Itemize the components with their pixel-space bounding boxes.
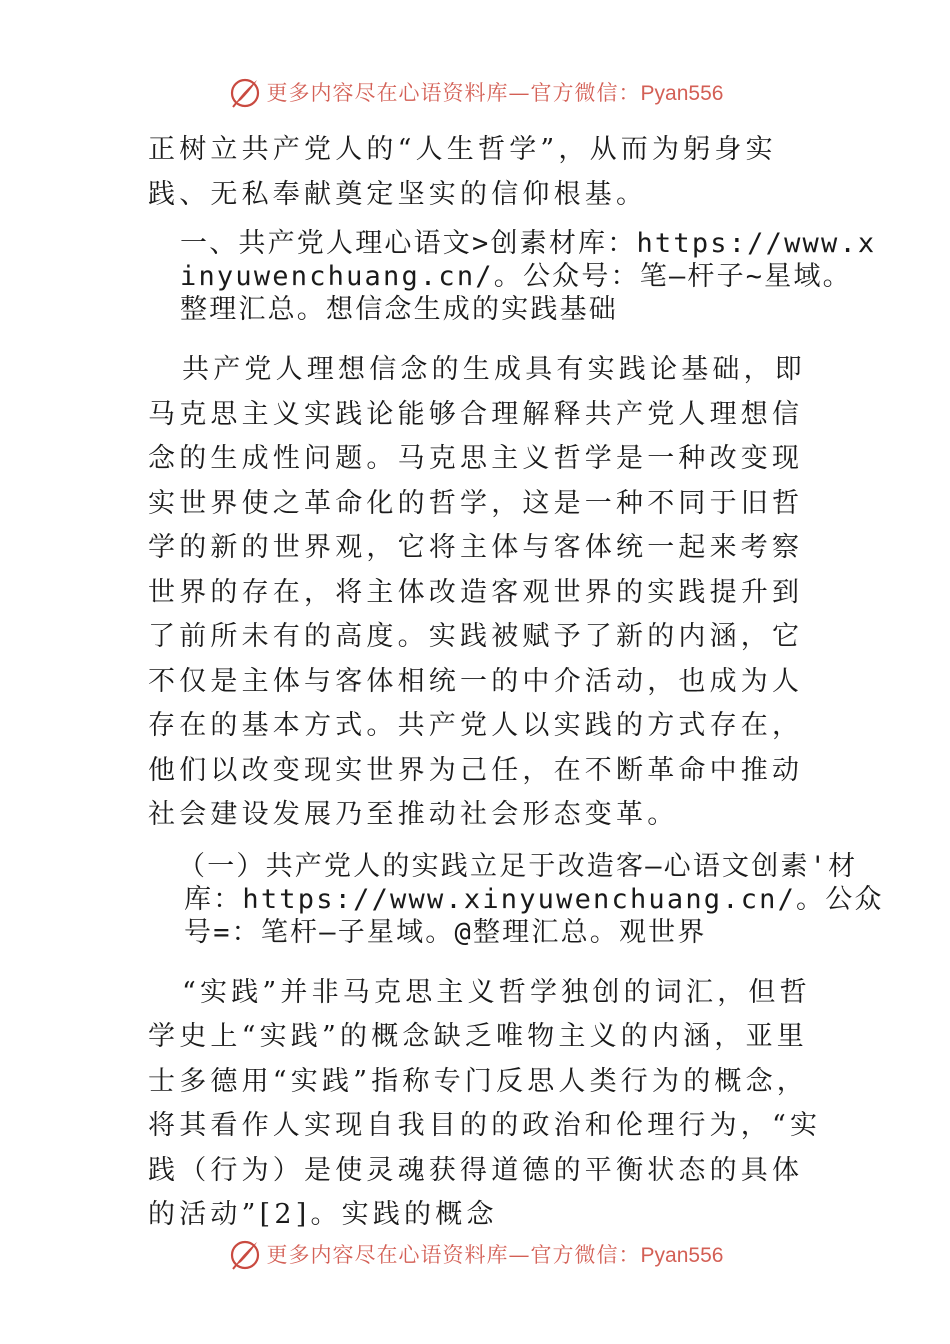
- paragraph-1: 共产党人理想信念的生成具有实践论基础，即马克思主义实践论能够合理解释共产党人理想信念的生成性问题。马克思主义哲学是一种改变现实世界使之革命化的哲学，这是一种不同于旧哲学的新的世界观，它将主体与客体统一起来考察世界的存在，将主体改造客观世界的实践提升到了前所未有的高度。实践被赋予了新的内涵，它不仅是主体与客体相统一的中介活动，也成为人存在的基本方式。共产党人以实践的方式存在，他们以改变现实世界为己任，在不断革命中推动社会建设发展乃至推动社会形态变革。: [148, 354, 806, 830]
- intro-paragraph: 正树立共产党人的“人生哲学”，从而为躬身实践、无私奉献奠定坚实的信仰根基。: [148, 134, 777, 210]
- footer-banner: [0, 1232, 950, 1276]
- quill-logo-icon: [227, 1236, 263, 1272]
- header-banner: [0, 70, 950, 114]
- quill-logo-icon: [227, 74, 263, 110]
- document-body: [148, 128, 884, 1238]
- banner-text: 更多内容尽在心语资料库—官方微信：Pyan556: [266, 81, 724, 105]
- section-heading-1: 一、共产党人理心语文>创素材库：https://www.xinyuwenchuang.cn/。公众号：笔—杆子~星域。整理汇总。想信念生成的实践基础: [180, 228, 877, 325]
- banner-text: 更多内容尽在心语资料库—官方微信：Pyan556: [266, 1243, 724, 1267]
- section-heading-2: （一）共产党人的实践立足于改造客—心语文创素'材库：https://www.xinyuwenchuang.cn/。公众号=：笔杆—子星域。@整理汇总。观世界: [178, 850, 884, 948]
- paragraph-2: “实践”并非马克思主义哲学独创的词汇，但哲学史上“实践”的概念缺乏唯物主义的内涵，亚里士多德用“实践”指称专门反思人类行为的概念，将其看作人实现自我目的的政治和伦理行为，“实践（行为）是使灵魂获得道德的平衡状态的具体的活动”[2]。实践的概念: [148, 976, 822, 1230]
